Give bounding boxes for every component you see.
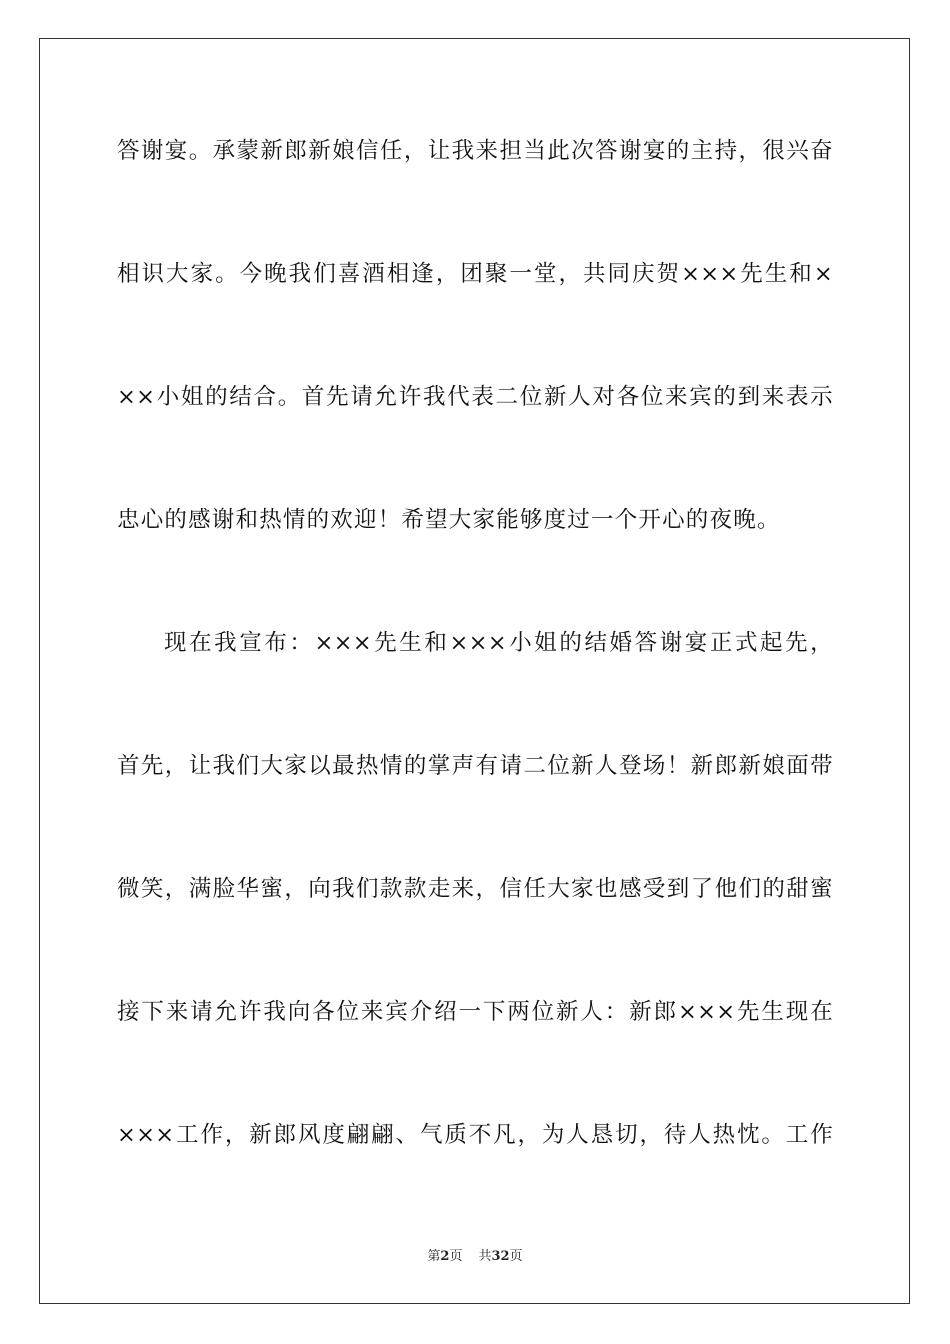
page-footer xyxy=(0,1248,950,1266)
page-total: 共32页 xyxy=(478,1249,523,1264)
text-line: 相识大家。今晚我们喜酒相逢，团聚一堂，共同庆贺×××先生和× xyxy=(117,261,833,287)
text-line: 答谢宴。承蒙新郎新娘信任，让我来担当此次答谢宴的主持，很兴奋 xyxy=(117,138,833,164)
text-line: 忠心的感谢和热情的欢迎！希望大家能够度过一个开心的夜晚。 xyxy=(117,507,781,533)
text-line: 微笑，满脸华蜜，向我们款款走来，信任大家也感受到了他们的甜蜜 xyxy=(117,876,833,902)
paragraph-first-line: 现在我宣布：×××先生和×××小姐的结婚答谢宴正式起先， xyxy=(164,630,833,656)
text-line: 接下来请允许我向各位来宾介绍一下两位新人：新郎×××先生现在 xyxy=(117,999,833,1025)
page-number: 第2页 xyxy=(427,1249,463,1264)
text-line: ××小姐的结合。首先请允许我代表二位新人对各位来宾的到来表示 xyxy=(117,384,833,410)
page-border xyxy=(39,38,910,1304)
text-line: ×××工作，新郎风度翩翩、气质不凡，为人恳切，待人热忱。工作 xyxy=(117,1122,833,1148)
text-line: 首先，让我们大家以最热情的掌声有请二位新人登场！新郎新娘面带 xyxy=(117,753,833,779)
